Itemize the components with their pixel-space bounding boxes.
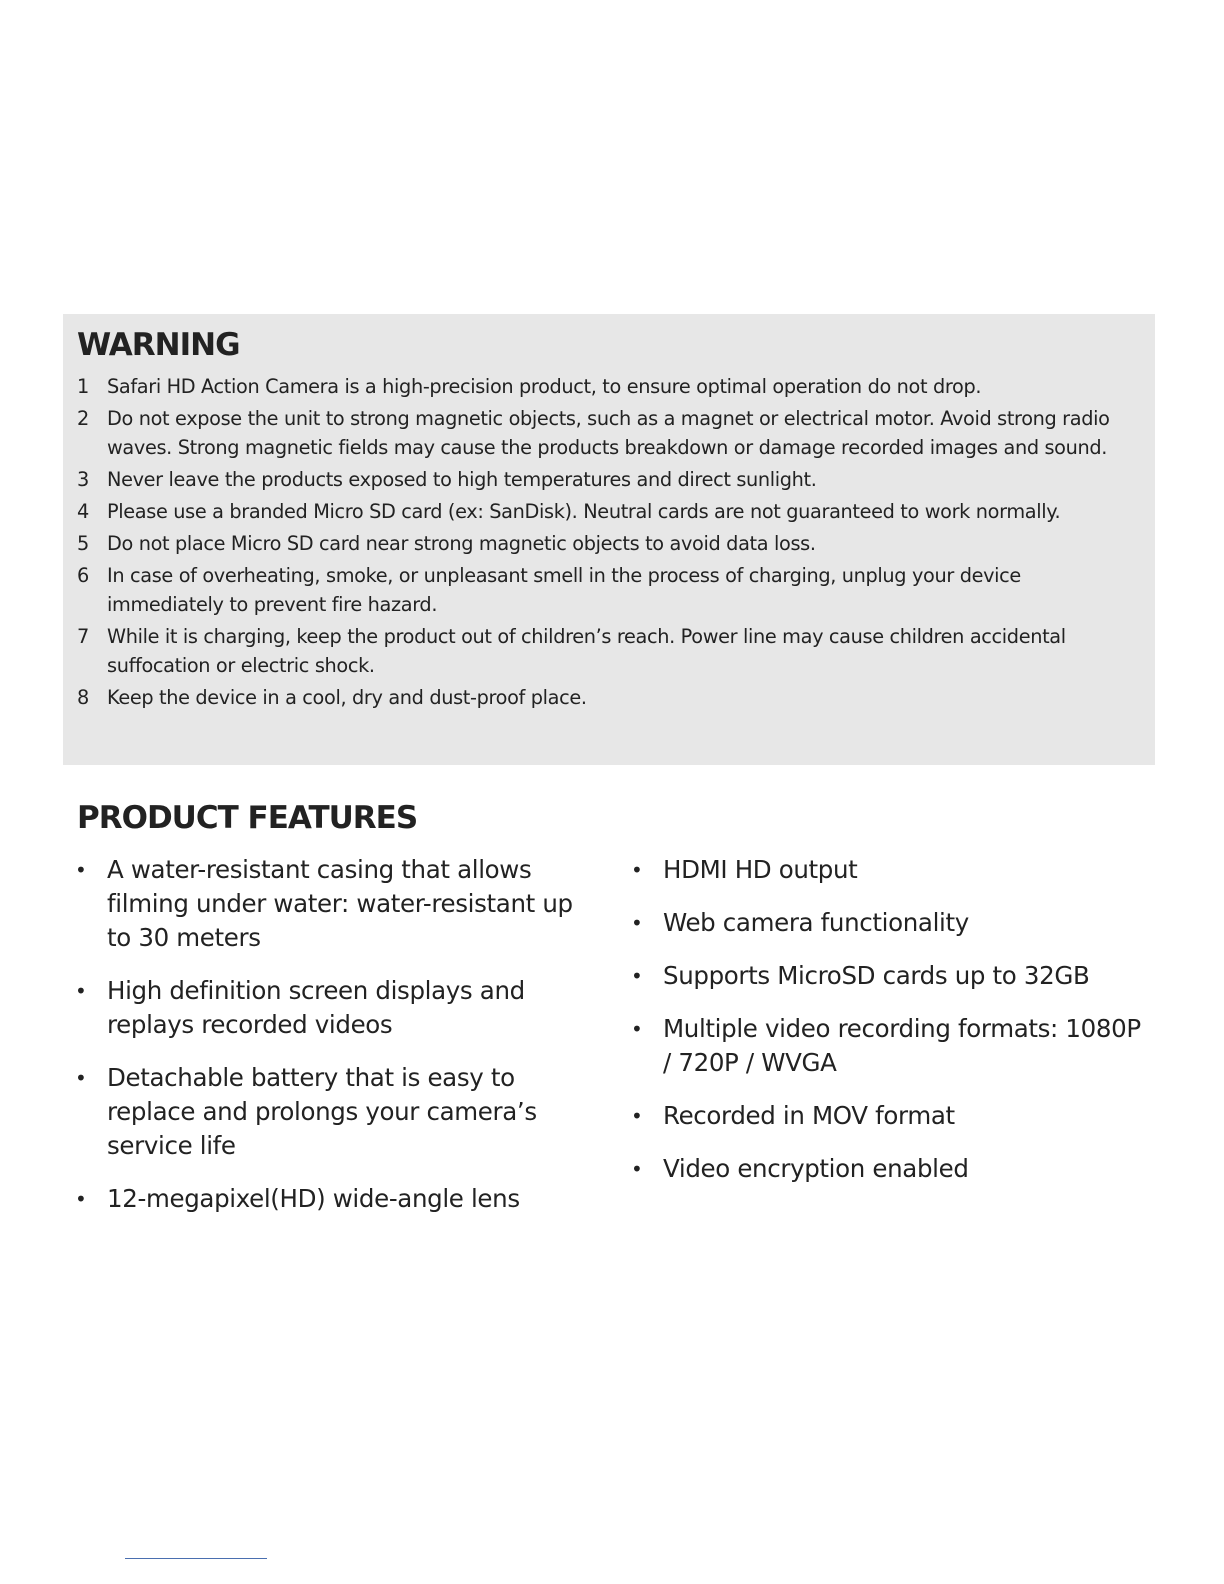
warning-item-number: 4 [77,500,89,523]
warning-item-text: Safari HD Action Camera is a high-precision product, to ensure optimal operation do not drop. [107,375,982,398]
features-title: PRODUCT FEATURES [77,800,418,836]
warning-item-text: Never leave the products exposed to high temperatures and direct sunlight. [107,468,817,491]
warning-item-text: Do not expose the unit to strong magnetic objects, such as a magnet or electrical motor. Avoid strong radio waves. Strong magnetic fields may cause the products breakdown or damage recorded images and sound. [107,407,1110,459]
bullet-icon: • [631,858,643,882]
warning-title: WARNING [77,327,240,363]
feature-text: Video encryption enabled [663,1154,969,1183]
feature-item [74,974,594,1042]
warning-item-number: 2 [77,407,89,430]
warning-item-number: 6 [77,564,89,587]
bullet-icon: • [631,1017,643,1041]
feature-text: A water-resistant casing that allows filming under water: water-resistant up to 30 meters [107,855,573,952]
warning-item-number: 8 [77,686,89,709]
warning-list [77,372,1141,712]
warning-item-text: While it is charging, keep the product out of children’s reach. Power line may cause children accidental suffocation or electric shock. [107,625,1066,677]
bullet-icon: • [631,964,643,988]
warning-item-number: 1 [77,375,89,398]
bullet-icon: • [75,858,87,882]
feature-text: 12-megapixel(HD) wide-angle lens [107,1184,520,1213]
feature-item [630,1012,1150,1080]
bullet-icon: • [631,1157,643,1181]
warning-item [77,622,1141,680]
feature-text: Web camera functionality [663,908,969,937]
warning-item-number: 5 [77,532,89,555]
warning-item [77,529,1141,558]
feature-item [630,906,1150,940]
feature-text: Supports MicroSD cards up to 32GB [663,961,1090,990]
feature-text: High definition screen displays and replays recorded videos [107,976,525,1039]
warning-item [77,465,1141,494]
warning-box [63,314,1155,765]
feature-item [630,959,1150,993]
feature-text: Detachable battery that is easy to replace and prolongs your camera’s service life [107,1063,537,1160]
warning-item-text: Keep the device in a cool, dry and dust-proof place. [107,686,587,709]
bullet-icon: • [631,1104,643,1128]
bullet-icon: • [75,1187,87,1211]
bullet-icon: • [75,979,87,1003]
warning-item-text: Please use a branded Micro SD card (ex: SanDisk). Neutral cards are not guaranteed to work normally. [107,500,1061,523]
warning-item-number: 7 [77,625,89,648]
feature-item [630,1152,1150,1186]
feature-text: Multiple video recording formats: 1080P / 720P / WVGA [663,1014,1141,1077]
feature-item [630,853,1150,887]
bullet-icon: • [75,1066,87,1090]
features-right-column [630,853,1150,1205]
warning-item [77,497,1141,526]
warning-item [77,683,1141,712]
warning-item [77,404,1141,462]
feature-item [74,853,594,955]
warning-item [77,372,1141,401]
feature-text: Recorded in MOV format [663,1101,955,1130]
feature-item [74,1182,594,1216]
feature-item [630,1099,1150,1133]
warning-item [77,561,1141,619]
warning-item-text: In case of overheating, smoke, or unpleasant smell in the process of charging, unplug your device immediately to prevent fire hazard. [107,564,1021,616]
warning-item-number: 3 [77,468,89,491]
bullet-icon: • [631,911,643,935]
footer-rule [125,1558,267,1559]
warning-item-text: Do not place Micro SD card near strong magnetic objects to avoid data loss. [107,532,816,555]
feature-text: HDMI HD output [663,855,858,884]
features-left-column [74,853,594,1235]
feature-item [74,1061,594,1163]
